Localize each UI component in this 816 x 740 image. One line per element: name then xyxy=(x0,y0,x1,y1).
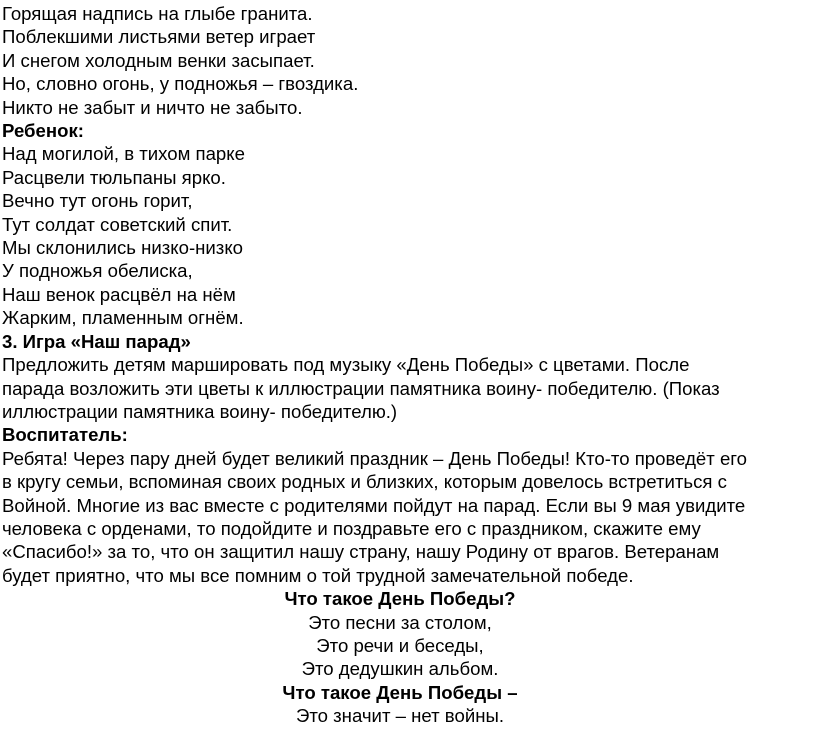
poem-2 xyxy=(2,142,812,329)
poem-2-line: Над могилой, в тихом парке xyxy=(2,143,245,165)
poem-1-line: Горящая надпись на глыбе гранита. xyxy=(2,3,313,24)
poem-2-line: Тут солдат советский спит. xyxy=(2,213,233,235)
game-text-line: Предложить детям маршировать под музыку «День Победы» с цветами. После xyxy=(2,354,690,376)
poem-3 xyxy=(2,587,812,727)
teacher-text-line: человека с орденами, то подойдите и поздравьте его с праздником, скажите ему xyxy=(2,517,701,539)
poem-1-line: Но, словно огонь, у подножья – гвоздика. xyxy=(2,73,359,95)
poem-3-line: Это речи и беседы, xyxy=(316,634,484,656)
teacher-speech xyxy=(2,447,812,587)
teacher-text-line: Ребята! Через пару дней будет великий праздник – День Победы! Кто-то проведёт его xyxy=(2,447,748,469)
poem-2-line: Мы склонились низко-низко xyxy=(2,237,244,259)
poem-3-title: Что такое День Победы – xyxy=(282,681,518,703)
teacher-text-line: в кругу семьи, вспоминая своих родных и близких, которым довелось встретиться с xyxy=(2,471,727,493)
poem-1-line: И снегом холодным венки засыпает. xyxy=(2,49,315,71)
poem-2-line: Вечно тут огонь горит, xyxy=(2,190,193,212)
poem-1-line: Поблекшими листьями ветер играет xyxy=(2,26,316,48)
poem-3-line: Это значит – нет войны. xyxy=(295,705,505,727)
poem-2-line: Жарким, пламенным огнём. xyxy=(2,307,244,329)
speaker-child-label: Ребенок: xyxy=(2,120,84,142)
speaker-teacher-label: Воспитатель: xyxy=(2,424,128,446)
teacher-text-line: «Спасибо!» за то, что он защитил нашу страну, нашу Родину от врагов. Ветеранам xyxy=(2,541,720,563)
game-description xyxy=(2,353,812,423)
teacher-text-line: Войной. Многие из вас вместе с родителями пойдут на парад. Если вы 9 мая увидите xyxy=(2,494,746,516)
poem-2-line: У подножья обелиска, xyxy=(2,260,193,282)
poem-1-line: Никто не забыт и ничто не забыто. xyxy=(2,96,303,118)
document-page xyxy=(2,2,812,728)
poem-2-line: Наш венок расцвёл на нём xyxy=(2,283,236,305)
poem-2-line: Расцвели тюльпаны ярко. xyxy=(2,166,226,188)
teacher-text-line: будет приятно, что мы все помним о той трудной замечательной победе. xyxy=(2,564,634,586)
game-heading: 3. Игра «Наш парад» xyxy=(2,330,191,352)
game-text-line: парада возложить эти цветы к иллюстрации памятника воину- победителю. (Показ xyxy=(2,377,720,399)
poem-3-line: Это песни за столом, xyxy=(308,611,492,633)
poem-3-title: Что такое День Победы? xyxy=(284,588,516,610)
poem-1 xyxy=(2,2,812,119)
poem-3-line: Это дедушкин альбом. xyxy=(301,658,499,680)
game-text-line: иллюстрации памятника воину- победителю.) xyxy=(2,400,398,422)
